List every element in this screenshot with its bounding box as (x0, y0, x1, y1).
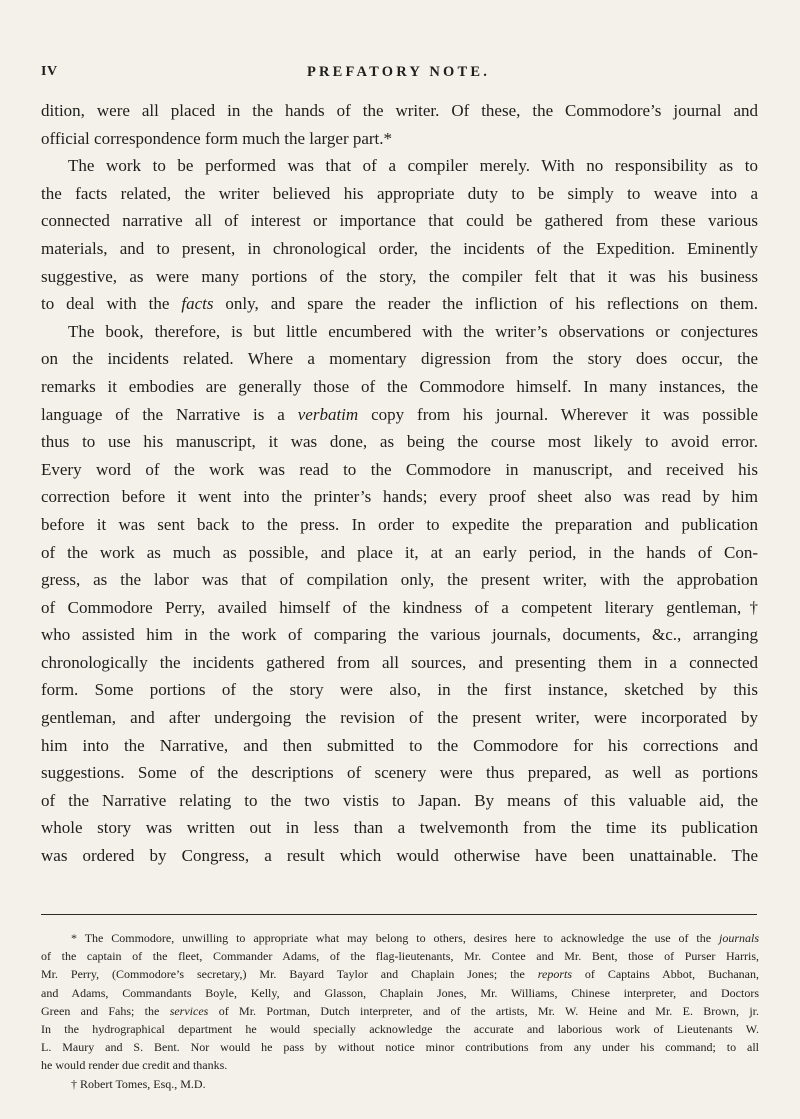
text-line: suggestive, as were many portions of the story, the compiler felt that it was his business (41, 266, 758, 286)
text-line: The work to be performed was that of a compiler merely. With no responsibility as to (68, 156, 758, 176)
text-line: of Commodore Perry, availed himself of the kindness of a competent literary gentleman,† (41, 597, 758, 617)
italic-text: services (169, 1003, 209, 1018)
running-title: PREFATORY NOTE. (306, 64, 491, 80)
text-line: of the work as much as possible, and place it, at an early period, in the hands of Con- (41, 542, 758, 562)
text-line: on the incidents related. Where a momentary digression from the story does occur, the (41, 349, 758, 369)
text-line: of the Narrative relating to the two vistis to Japan. By means of this valuable aid, the (41, 790, 758, 810)
footnote-line: he would render due credit and thanks. (41, 1058, 228, 1073)
text-line: The book, therefore, is but little encumbered with the writer’s observations or conjectures (68, 321, 758, 341)
text-line: Every word of the work was read to the Commodore in manuscript, and received his (41, 459, 758, 479)
text-line: language of the Narrative is a verbatim copy from his journal. Wherever it was possible (41, 404, 759, 424)
text-line: him into the Narrative, and then submitted to the Commodore for his corrections and (41, 735, 758, 755)
text-line: before it was sent back to the press. In order to expedite the preparation and publication (41, 514, 758, 534)
italic-text: journals (718, 931, 759, 945)
text-line: who assisted him in the work of comparing the various journals, documents, &c., arranging (41, 625, 758, 645)
text-line: correction before it went into the printer’s hands; every proof sheet also was read by him (41, 487, 758, 507)
text-line: to deal with the facts only, and spare the reader the infliction of his reflections on them. (41, 294, 759, 314)
italic-text: verbatim (297, 404, 359, 424)
text-line: suggestions. Some of the descriptions of scenery were thus prepared, as well as portions (41, 763, 758, 783)
text-line: whole story was written out in less than a twelvemonth from the time its publication (41, 818, 758, 838)
italic-text: facts (181, 294, 214, 314)
footnote-rule (41, 914, 757, 915)
footnote-line: * The Commodore, unwilling to appropriate what may belong to others, desires here to acknowledge the use of the journals (71, 931, 759, 945)
text-line: gress, as the labor was that of compilation only, the present writer, with the approbation (41, 570, 758, 590)
text-line: materials, and to present, in chronological order, the incidents of the Expedition. Eminently (41, 238, 758, 258)
footnote-line: In the hydrographical department he would specially acknowledge the accurate and laborious work of Lieutenants W. (41, 1021, 759, 1036)
page-header (41, 64, 756, 88)
footnote-line: Mr. Perry, (Commodore’s secretary,) Mr. Bayard Taylor and Chaplain Jones; the reports of Captains Abbot, Buchanan, (41, 967, 759, 982)
text-line: connected narrative all of interest or importance that could be gathered from these various (41, 211, 758, 231)
footnote-line: Green and Fahs; the services of Mr. Portman, Dutch interpreter, and of the artists, Mr. W. Heine and Mr. E. Brown, jr. (41, 1003, 759, 1018)
italic-text: reports (537, 967, 572, 982)
text-line: official correspondence form much the larger part.* (41, 128, 393, 148)
footnotes (41, 929, 759, 1093)
text-line: chronologically the incidents gathered from all sources, and presenting them in a connected (41, 652, 758, 672)
footnote-line: of the captain of the fleet, Commander Adams, of the flag-lieutenants, Mr. Contee and Mr. Bent, those of Purser Harris, (41, 949, 759, 964)
text-line: dition, were all placed in the hands of the writer. Of these, the Commodore’s journal and (41, 101, 758, 120)
body-text (41, 97, 758, 870)
text-line: form. Some portions of the story were also, in the first instance, sketched by this (41, 680, 758, 700)
footnote-line: L. Maury and S. Bent. Nor would he pass by without notice minor contributions from any under his command; to all (41, 1040, 759, 1055)
footnote-line: † Robert Tomes, Esq., M.D. (71, 1076, 206, 1091)
footnote-line: and Adams, Commandants Boyle, Kelly, and Glasson, Chaplain Jones, Mr. Williams, Chinese interpreter, and Doctors (41, 985, 759, 1000)
text-line: gentleman, and after undergoing the revision of the present writer, were incorporated by (41, 708, 758, 728)
text-line: remarks it embodies are generally those of the Commodore himself. In many instances, the (41, 376, 758, 396)
text-line: the facts related, the writer believed his appropriate duty to be simply to weave into a (41, 183, 758, 203)
text-line: was ordered by Congress, a result which would otherwise have been unattainable. The (41, 846, 758, 866)
text-line: thus to use his manuscript, it was done, as being the course most likely to avoid error. (41, 432, 758, 452)
page-number: IV (41, 64, 58, 79)
